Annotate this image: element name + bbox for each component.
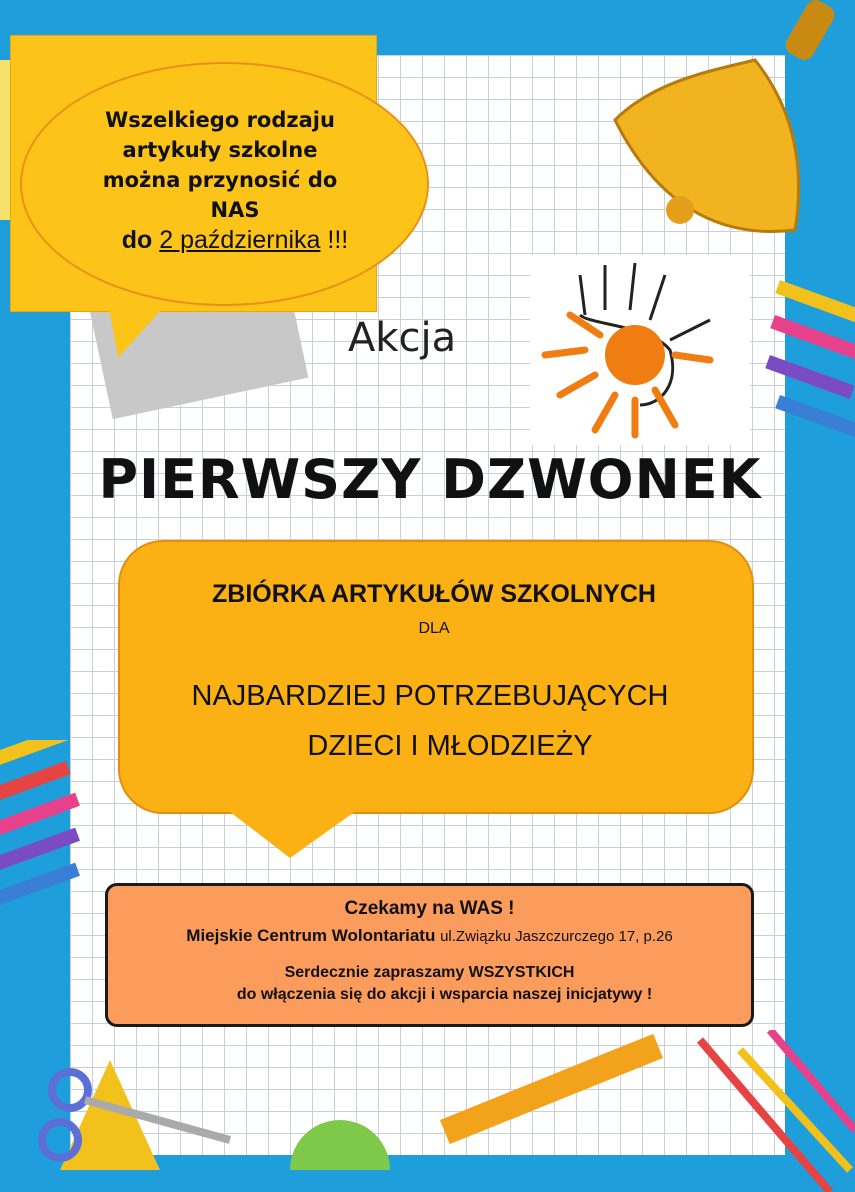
note-line-3: można przynosić do (102, 168, 338, 192)
note-line-4: NAS (210, 198, 260, 222)
banner-line-3: NAJBARDZIEJ POTRZEBUJĄCYCH (191, 680, 669, 712)
banner-tail (225, 808, 360, 858)
organization-name: Miejskie Centrum Wolontariatu (186, 926, 436, 945)
poster-title: PIERWSZY DZWONEK (98, 448, 762, 511)
info-line-4: do włączenia się do akcji i wsparcia naszej inicjatywy ! (236, 986, 653, 1003)
hand-sun-icon (530, 255, 750, 445)
info-box (105, 883, 754, 1027)
banner-line-1: ZBIÓRKA ARTYKUŁÓW SZKOLNYCH (212, 580, 656, 608)
crayons-right-icon (760, 270, 855, 470)
bell-icon (595, 0, 855, 250)
school-supplies-icon (0, 1030, 855, 1192)
banner-line-2: DLA (418, 620, 450, 637)
address: ul.Związku Jaszczurczego 17, p.26 (440, 928, 673, 945)
note-line-2: artykuły szkolne (122, 138, 318, 162)
hand-sun-logo (530, 255, 750, 445)
note-text (30, 105, 410, 255)
note-line-1: Wszelkiego rodzaju (105, 108, 335, 132)
info-line-3: Serdecznie zapraszamy WSZYSTKICH (284, 964, 575, 981)
deadline-date: 2 października (159, 226, 321, 254)
banner-line-4: DZIECI I MŁODZIEŻY (307, 730, 593, 762)
crayons-left-icon (0, 740, 100, 920)
info-line-2 (108, 926, 751, 946)
akcja-label: Akcja (348, 315, 457, 361)
info-line-1: Czekamy na WAS ! (344, 898, 515, 919)
note-line-5: do 2 października !!! (121, 226, 349, 254)
